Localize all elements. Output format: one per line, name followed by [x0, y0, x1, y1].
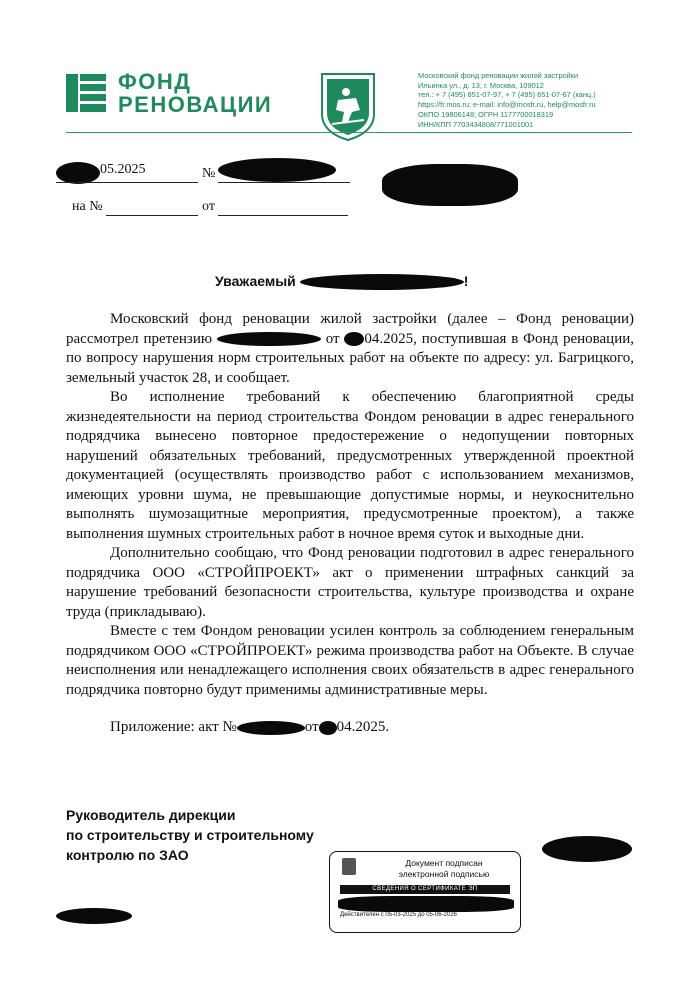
- attachment-text-b: от: [304, 719, 319, 735]
- redacted-number: [218, 158, 336, 182]
- ref-number-underline: [106, 199, 198, 216]
- redacted-signatory-name: [542, 836, 632, 862]
- letter-date: 05.2025: [100, 162, 146, 177]
- ref-number-label: на №: [72, 199, 103, 214]
- logo-line2: РЕНОВАЦИИ: [118, 92, 273, 117]
- org-web-email[interactable]: https://fr.mos.ru; e-mail: info@mosfr.ru, help@mosfr.ru: [418, 100, 596, 110]
- logo-wordmark: [118, 70, 272, 116]
- p1-text-b: от: [325, 330, 340, 347]
- greeting-prefix: Уважаемый: [215, 273, 296, 289]
- redacted-claim-number: [217, 332, 321, 346]
- signatory-line3: контролю по ЗАО: [66, 847, 189, 863]
- ref-date-underline: [218, 199, 348, 216]
- paragraph-4: Вместе с тем Фондом реновации усилен контроль за соблюдением генеральным подрядчиком ООО «СТРОЙПРОЕКТ» режима производства работ на Объекте. В случае неисполнения или ненадлежащего исполнения своих обязательств в адрес генерального подрядчика повторно будут применимы административные меры.: [66, 623, 634, 698]
- cert-validity: Действителен с 05-03-2025 до 05-06-2026: [340, 912, 457, 918]
- greeting-suffix: !: [463, 273, 469, 289]
- logo-line1: ФОНД: [118, 69, 192, 94]
- redacted-claim-day: [344, 332, 364, 346]
- paragraph-3: Дополнительно сообщаю, что Фонд реновации подготовил в адрес генерального подрядчика ООО «СТРОЙПРОЕКТ» акт о применении штрафных санкций за нарушение требований безопасности строительства, культуре производства и охране труда (прикладываю).: [66, 545, 634, 620]
- org-okpo-ogrn: ОКПО 19806148; ОГРН 1177700018319: [418, 109, 554, 119]
- org-name: Московский фонд реновации жилой застройки: [418, 71, 579, 80]
- signatory-line1: Руководитель дирекции: [66, 807, 236, 823]
- p1-text-c: 04.2025, поступившая в Фонд реновации, по вопросу нарушения норм строительных работ на объекте по адресу: ул. Багрицкого, земельный участок 28, и сообщает.: [66, 330, 635, 386]
- attachment-text-a: Приложение: акт №: [110, 719, 237, 735]
- paragraph-2: Во исполнение требований к обеспечению благоприятной среды жизнедеятельности на период строительства Фондом реновации в адрес генерального подрядчика вынесено повторное предостережение о недопущении повторных нарушений обязательных требований, предусмотренных утвержденной проектной документацией (осуществлять производство работ с использованием механизмов, имеющих уровни шума, не превышающие допустимые нормы, и неукоснительно выполнять шумозащитные мероприятия, предусмотренные проектом), а также выполнения шумных строительных работ в ночное время суток и выходные дни.: [66, 389, 634, 542]
- greeting: [215, 273, 468, 290]
- paragraph-1: [66, 310, 634, 388]
- org-address: Ильинка ул., д. 13, г. Москва, 109012: [418, 80, 544, 90]
- stamp-title-line2: электронной подписью: [398, 869, 490, 879]
- e-signature-stamp: [329, 851, 521, 933]
- redacted-cert-details: [338, 896, 514, 912]
- stamp-title: [374, 858, 514, 880]
- contacts-block: [418, 71, 596, 129]
- redacted-addressee: [382, 164, 518, 206]
- stamp-title-line1: Документ подписан: [405, 858, 483, 868]
- cert-info-bar: СВЕДЕНИЯ О СЕРТИФИКАТЕ ЭП: [340, 885, 510, 894]
- letter-body: [66, 310, 634, 738]
- fond-logo-icon: [66, 74, 106, 112]
- signatory-line2: по строительству и строительному: [66, 827, 314, 843]
- redacted-act-number: [237, 721, 305, 735]
- ref-from-label: от: [202, 199, 215, 214]
- redacted-act-day: [319, 721, 337, 735]
- date-underline: [56, 166, 198, 183]
- signatory-title: [66, 805, 314, 865]
- header-divider: [66, 132, 632, 133]
- attachment-line: [66, 718, 634, 738]
- p1-text-a: Московский фонд реновации жилой застройки (далее – Фонд реновации) рассмотрел претензию: [66, 311, 634, 347]
- stamp-emblem-icon: [342, 858, 356, 875]
- redacted-executor: [56, 908, 132, 924]
- org-inn-kpp: ИНН/КПП 7703434808/771001001: [418, 119, 534, 129]
- number-sign: №: [202, 166, 216, 181]
- redacted-recipient-name: [300, 274, 464, 290]
- attachment-text-c: 04.2025.: [336, 719, 390, 735]
- org-phone: тел.: + 7 (495) 651-07-97, + 7 (495) 651-07-67 (канц.): [418, 90, 596, 100]
